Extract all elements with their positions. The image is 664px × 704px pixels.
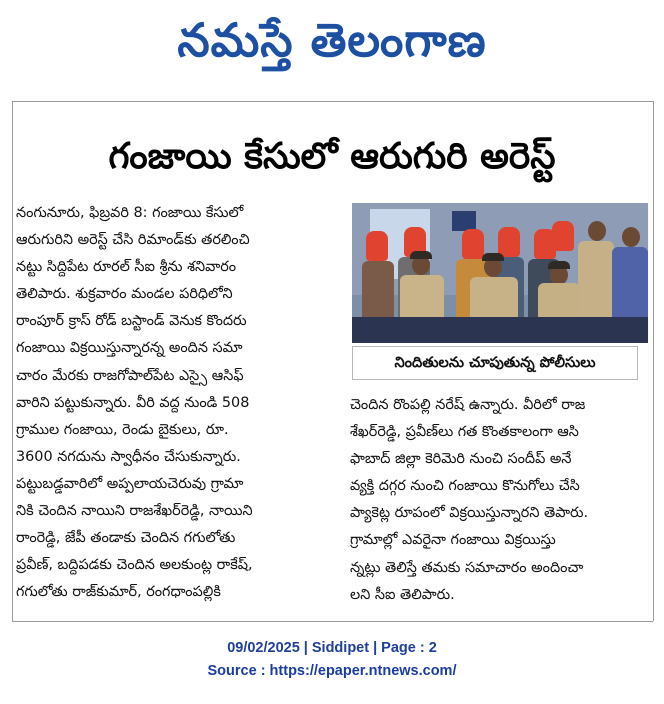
text-line: ప్రవీణ్, బద్దిపడకు చెందిన అలకుంట్ల రాకేష్,: [16, 557, 253, 574]
text-line: వ్యక్తి దగ్గర నుంచి గంజాయి కొనుగోలు చేసి: [350, 478, 580, 495]
text-line: గ్రాముల గంజాయి, రెండు బైకులు, రూ.: [16, 421, 229, 438]
police-cap: [482, 253, 504, 261]
text-line: తెలిపారు. శుక్రవారం మండల పరిధిలోని: [16, 286, 233, 303]
text-line: నట్టు సిద్దిపేట రూరల్ సీఐ శ్రీను శనివారం: [16, 259, 237, 276]
text-line: గగులోతు రాజ్‌కుమార్, రంగధాంపల్లికి: [16, 584, 221, 601]
masthead-title: నమస్తే తెలంగాణ: [177, 13, 487, 67]
text-line: వారిని పట్టుకున్నారు. వీరి వద్ద నుండి 508: [16, 394, 250, 411]
article-right-column: [350, 392, 642, 609]
person-body: [612, 247, 648, 321]
article-headline: గంజాయి కేసులో ఆరుగురి అరెస్ట్: [108, 136, 556, 177]
photo-caption: నిందితులను చూపుతున్న పోలీసులు: [352, 346, 638, 380]
bottom-rule: [12, 621, 653, 622]
article-left-column: [16, 200, 336, 606]
police-cap: [410, 251, 432, 259]
text-line: ఫాబాద్ జిల్లా కెరిమెరి నుంచి సందీప్ అనే: [350, 451, 572, 468]
person-head: [622, 227, 640, 247]
photo-poster: [452, 211, 476, 231]
text-line: గ్రామాల్లో ఎవరైనా గంజాయి విక్రయిస్తు: [350, 532, 556, 549]
text-line: పట్టుబడ్డవారిలో అప్పలాయచెరువు గ్రామా: [16, 475, 244, 492]
hooded-accused-figure: [552, 221, 574, 251]
police-cap: [548, 261, 570, 269]
text-line: చెందిన రొంపల్లి నరేష్ ఉన్నారు. వీరిలో రాజ: [350, 397, 586, 413]
text-line: ప్యాకెట్ల రూపంలో విక్రయిస్తున్నారని తెపారు.: [350, 505, 589, 522]
text-line: శేఖర్‌రెడ్డి, ప్రవీణ్‌లు గత కొంతకాలంగా ఆసి: [350, 424, 579, 441]
footer-date-edition-page: 09/02/2025 | Siddipet | Page : 2: [227, 640, 437, 656]
text-line: చారం మేరకు రాజగోపాల్‌పేట ఎస్సై ఆసిఫ్: [16, 367, 244, 384]
text-line: నికి చెందిన నాయిని రాజశేఖర్‌రెడ్డి, నాయిని: [16, 503, 253, 520]
text-line: 3600 నగదును స్వాధీనం చేసుకున్నారు.: [16, 448, 241, 465]
photo-table: [352, 317, 648, 343]
hooded-accused-figure: [366, 231, 388, 261]
hooded-accused-figure: [462, 229, 484, 259]
text-line: న్నట్లు తెలిస్తే తమకు సమాచారం అందించా: [350, 559, 584, 576]
text-line: లని సీఐ తెలిపారు.: [350, 586, 455, 603]
accused-body: [362, 261, 394, 321]
top-rule: [12, 101, 653, 102]
footer-source-link[interactable]: Source : https://epaper.ntnews.com/: [207, 663, 457, 679]
text-line: గంజాయి విక్రయిస్తున్నారన్న అందిన సమా: [16, 340, 243, 357]
police-officer-body: [578, 241, 614, 321]
news-photo-police-with-accused: [352, 203, 648, 343]
text-line: ఆరుగురిని అరెస్ట్ చేసి రిమాండ్‌కు తరలించి: [16, 232, 250, 249]
text-line: నంగునూరు, ఫిబ్రవరి 8: గంజాయి కేసులో: [16, 205, 244, 221]
text-line: రాంరెడ్డి, జేపీ తండాకు చెందిన గగులోతు: [16, 530, 236, 547]
text-line: రాంపూర్ క్రాస్ రోడ్ బస్టాండ్ వెనుక కొందరు: [16, 313, 247, 330]
hooded-accused-figure: [498, 227, 520, 257]
newspaper-masthead: [0, 4, 664, 76]
police-officer-head: [588, 221, 606, 241]
